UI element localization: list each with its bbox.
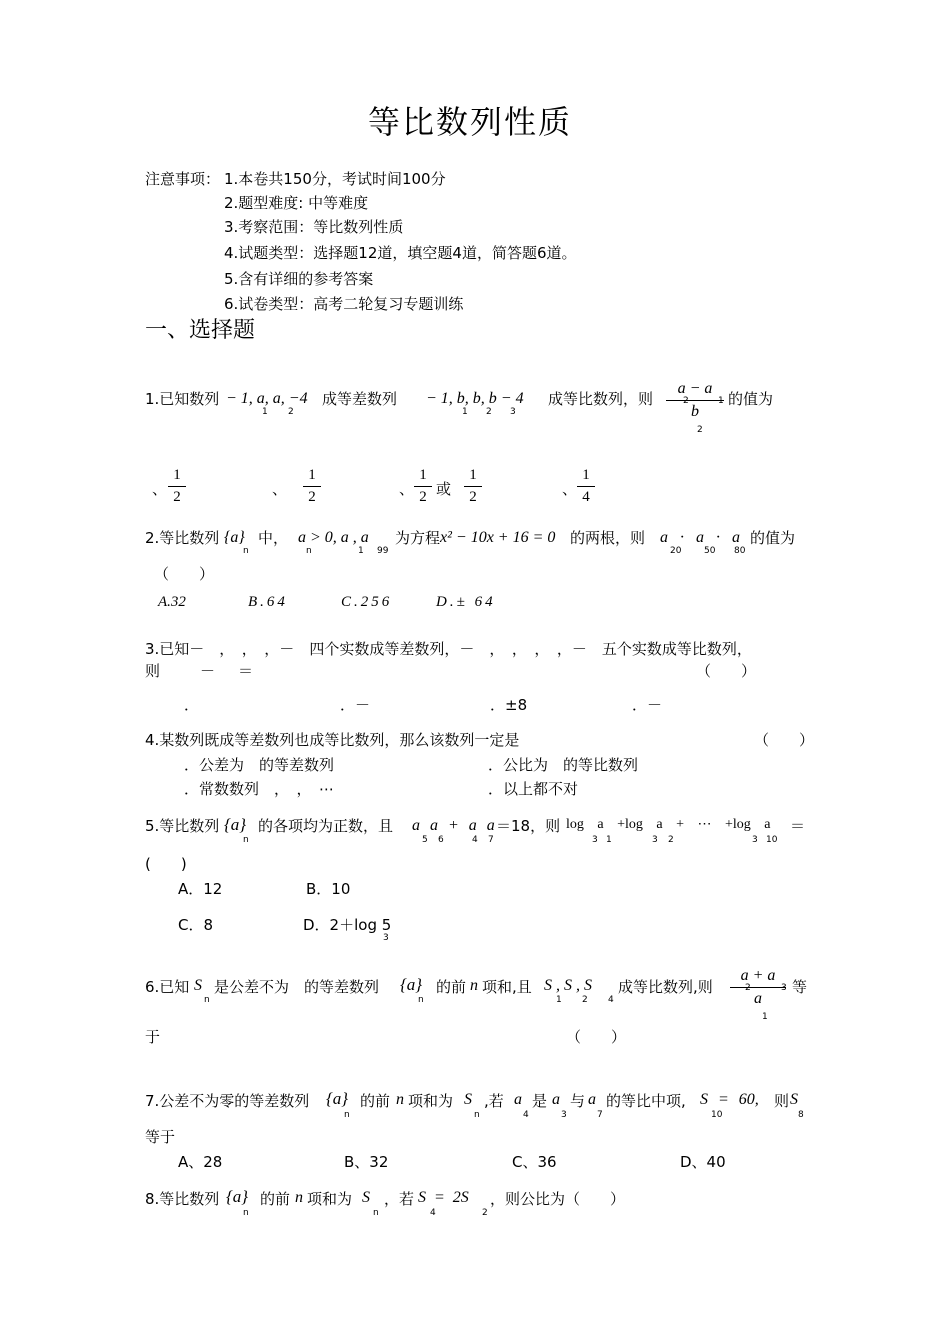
fraction-numerator: 1 [419, 467, 427, 483]
q2-option-d: D.± 64 [436, 594, 496, 610]
q4-option-a: ．公差为 的等差数列 [184, 756, 335, 774]
subscript: 2 [745, 983, 751, 993]
q1-option-c-sep: 、 [399, 480, 415, 498]
fraction-denominator: 2 [419, 489, 427, 505]
q8-suffix: ，则公比为（ ） [490, 1190, 626, 1208]
subscript: 7 [597, 1110, 603, 1120]
subscript: n [474, 1110, 480, 1120]
subscript: n [418, 995, 424, 1005]
fraction-numerator: a + a [740, 967, 776, 984]
q6-set: {a} [400, 975, 423, 994]
q7-a4: a [514, 1091, 522, 1108]
q1-seq1: − 1, a, a, −4 [226, 390, 308, 407]
q5-eq18: ＝18，则 [496, 817, 561, 835]
q7-option-d: D、40 [680, 1153, 726, 1171]
subscript: 2 [486, 407, 492, 417]
q4-option-d: ．以上都不对 [488, 780, 579, 798]
q5-paren: ( ) [145, 855, 187, 873]
q8-set: {a} [226, 1187, 249, 1206]
q6-prefix: 6.已知 [145, 978, 190, 996]
q1-option-a [168, 468, 186, 505]
q1-option-c [414, 468, 432, 505]
q5-option-a: A．12 [178, 880, 223, 898]
subscript: n [204, 995, 210, 1005]
q3-option-c: ．±8 [490, 696, 528, 714]
q8-n: n [295, 1189, 303, 1206]
q7-option-b: B、32 [344, 1153, 389, 1171]
subscript: 1 [606, 835, 612, 845]
q4-paren: （ ） [754, 731, 815, 749]
q3-line1: 3.已知－ ， ， ，－ 四个实数成等差数列，－ ， ， ， ，－ 五个实数成等比数列， [145, 640, 752, 658]
subscript: 2 [288, 407, 294, 417]
subscript: 10 [711, 1110, 723, 1120]
subscript: 99 [377, 546, 389, 556]
subscript: 3 [652, 835, 658, 845]
q5-equals: ＝ [790, 817, 806, 835]
subscript: 1 [718, 396, 724, 406]
note-item: 2.题型难度: 中等难度 [224, 194, 369, 212]
q2-zhong: 中， [258, 529, 289, 547]
q1-option-d-sep: 、 [562, 480, 578, 498]
q5-expression: a a + a a [412, 817, 495, 834]
q8-mid3: ，若 [384, 1190, 415, 1208]
q4-option-b: ．公比为 的等比数列 [488, 756, 639, 774]
subscript: 4 [472, 835, 478, 845]
q1-option-b-sep: 、 [272, 480, 288, 498]
subscript: 2 [668, 835, 674, 845]
section-heading: 一、选择题 [145, 318, 256, 343]
fraction-numerator: 1 [308, 467, 316, 483]
q2-product: a · a · a [660, 529, 740, 546]
q5-prefix: 5.等比数列 [145, 817, 220, 835]
subscript: 6 [438, 835, 444, 845]
subscript: 1 [262, 407, 268, 417]
fraction-bar [414, 486, 432, 487]
subscript: n [344, 1110, 350, 1120]
q6-mid1: 是公差不为 的等差数列 [214, 978, 380, 996]
q1-option-a-sep: 、 [152, 480, 168, 498]
subscript: 1 [462, 407, 468, 417]
subscript: 1 [556, 995, 562, 1005]
q3-line2a: 则 [145, 662, 161, 680]
q6-line2: 于 [145, 1028, 161, 1046]
q3-option-a: ． [184, 696, 200, 714]
q6-suffix: 等 [792, 978, 808, 996]
q7-mid7: 则 [774, 1092, 790, 1110]
q6-paren: （ ） [566, 1028, 627, 1046]
q6-s: S [194, 977, 202, 994]
fraction-bar [303, 486, 321, 487]
fraction-bar [168, 486, 186, 487]
q7-a3: a [552, 1091, 560, 1108]
fraction-denominator: 2 [469, 489, 477, 505]
q7-condition: S = 60, [700, 1091, 759, 1108]
fraction-denominator: a [754, 990, 762, 1007]
q2-option-c: C.256 [341, 594, 393, 610]
q1-mid2: 成等比数列，则 [548, 390, 654, 408]
q8-condition: S = 2S [418, 1189, 469, 1206]
q4-option-c: ．常数数列 ， ， ⋯ [184, 780, 335, 798]
subscript: 3 [752, 835, 758, 845]
q7-prefix: 7.公差不为零的等差数列 [145, 1092, 310, 1110]
q7-set: {a} [326, 1089, 349, 1108]
subscript: 8 [798, 1110, 804, 1120]
subscript: 2 [697, 425, 703, 435]
fraction-bar [464, 486, 482, 487]
q8-mid2: 项和为 [307, 1190, 353, 1208]
q6-seq: S , S , S [544, 977, 592, 994]
q1-option-d [577, 468, 595, 505]
subscript: 3 [592, 835, 598, 845]
q5-mid: 的各项均为正数，且 [258, 817, 394, 835]
q4-stem: 4.某数列既成等差数列也成等比数列，那么该数列一定是 [145, 731, 520, 749]
subscript: n [243, 835, 249, 845]
q3-option-d: ．－ [632, 696, 663, 714]
subscript: 1 [358, 546, 364, 556]
fraction-numerator: 1 [173, 467, 181, 483]
subscript: 50 [704, 546, 716, 556]
subscript: 4 [608, 995, 614, 1005]
q3-line2b: － [200, 662, 216, 680]
q7-n: n [396, 1091, 404, 1108]
q1-option-c2 [464, 468, 482, 505]
fraction-numerator: 1 [469, 467, 477, 483]
fraction-denominator: 2 [173, 489, 181, 505]
subscript: n [306, 546, 312, 556]
subscript: 4 [523, 1110, 529, 1120]
q1-suffix: 的值为 [728, 390, 774, 408]
q2-equation: x² − 10x + 16 = 0 [440, 529, 556, 546]
fraction-bar [577, 486, 595, 487]
subscript: 3 [561, 1110, 567, 1120]
fraction-numerator: a − a [677, 380, 713, 397]
fraction-denominator: 4 [582, 489, 590, 505]
q7-a7: a [588, 1091, 596, 1108]
fraction-denominator: b [691, 403, 699, 420]
q6-n: n [470, 977, 478, 994]
q7-mid3: ,若 [484, 1092, 504, 1110]
q5-logs: log a +log a + ⋯ +log a [566, 817, 771, 832]
q8-prefix: 8.等比数列 [145, 1190, 220, 1208]
q2-suffix: 的值为 [750, 529, 796, 547]
q3-option-b: ．－ [340, 696, 371, 714]
q5-option-c: C．8 [178, 916, 214, 934]
q1-seq2: − 1, b, b, b − 4 [426, 390, 524, 407]
fraction-bar [666, 400, 724, 401]
q7-line2: 等于 [145, 1128, 176, 1146]
q6-mid4: 成等比数列,则 [618, 978, 713, 996]
note-item: 1.本卷共150分，考试时间100分 [224, 170, 446, 188]
q1-option-b [303, 468, 321, 505]
subscript: 10 [766, 835, 778, 845]
q2-option-a: A.32 [158, 594, 186, 610]
fraction-bar [730, 987, 786, 988]
q3-paren: （ ） [696, 662, 757, 680]
subscript: 3 [383, 933, 389, 943]
q6-mid2: 的前 [436, 978, 467, 996]
q2-after: 的两根，则 [570, 529, 646, 547]
q8-s: S [362, 1189, 370, 1206]
notes-label: 注意事项： [145, 170, 221, 188]
q5-set: {a} [224, 815, 247, 834]
q1-prefix: 1.已知数列 [145, 390, 220, 408]
q7-option-a: A、28 [178, 1153, 223, 1171]
subscript: 5 [422, 835, 428, 845]
subscript: 3 [781, 983, 787, 993]
q6-fraction [730, 968, 786, 1007]
q2-mid: 为方程 [395, 529, 441, 547]
subscript: 2 [482, 1208, 488, 1218]
subscript: 1 [762, 1012, 768, 1022]
q2-set: {a} [224, 529, 245, 546]
q1-fraction [666, 381, 724, 420]
q5-option-b: B．10 [306, 880, 351, 898]
q2-prefix: 2.等比数列 [145, 529, 220, 547]
subscript: 2 [582, 995, 588, 1005]
page-title: 等比数列性质 [368, 103, 573, 141]
subscript: n [243, 1208, 249, 1218]
note-item: 6.试卷类型：高考二轮复习专题训练 [224, 295, 464, 313]
subscript: n [373, 1208, 379, 1218]
q6-mid3: 项和,且 [482, 978, 532, 996]
q1-option-c-or: 或 [436, 480, 452, 498]
subscript: 3 [510, 407, 516, 417]
q7-mid2: 项和为 [408, 1092, 454, 1110]
subscript: 80 [734, 546, 746, 556]
q5-option-d: D．2＋log 5 [303, 916, 392, 934]
q8-mid1: 的前 [260, 1190, 291, 1208]
subscript: 4 [430, 1208, 436, 1218]
q7-option-c: C、36 [512, 1153, 557, 1171]
fraction-numerator: 1 [582, 467, 590, 483]
q2-paren: （ ） [154, 565, 215, 583]
q7-mid5: 与 [570, 1092, 586, 1110]
q7-s: S [464, 1091, 472, 1108]
subscript: n [243, 546, 249, 556]
q7-mid4: 是 [532, 1092, 548, 1110]
note-item: 4.试题类型：选择题12道，填空题4道，简答题6道。 [224, 244, 577, 262]
note-item: 3.考察范围：等比数列性质 [224, 218, 404, 236]
note-item: 5.含有详细的参考答案 [224, 270, 374, 288]
fraction-denominator: 2 [308, 489, 316, 505]
q3-line2c: ＝ [238, 662, 254, 680]
q7-s8: S [790, 1091, 798, 1108]
q1-mid1: 成等差数列 [322, 390, 398, 408]
q2-condition: a > 0, a , a [298, 529, 369, 546]
q7-mid6: 的等比中项, [606, 1092, 686, 1110]
q2-option-b: B.64 [248, 594, 288, 610]
q7-mid1: 的前 [360, 1092, 391, 1110]
subscript: 20 [670, 546, 682, 556]
subscript: 2 [683, 396, 689, 406]
subscript: 7 [488, 835, 494, 845]
